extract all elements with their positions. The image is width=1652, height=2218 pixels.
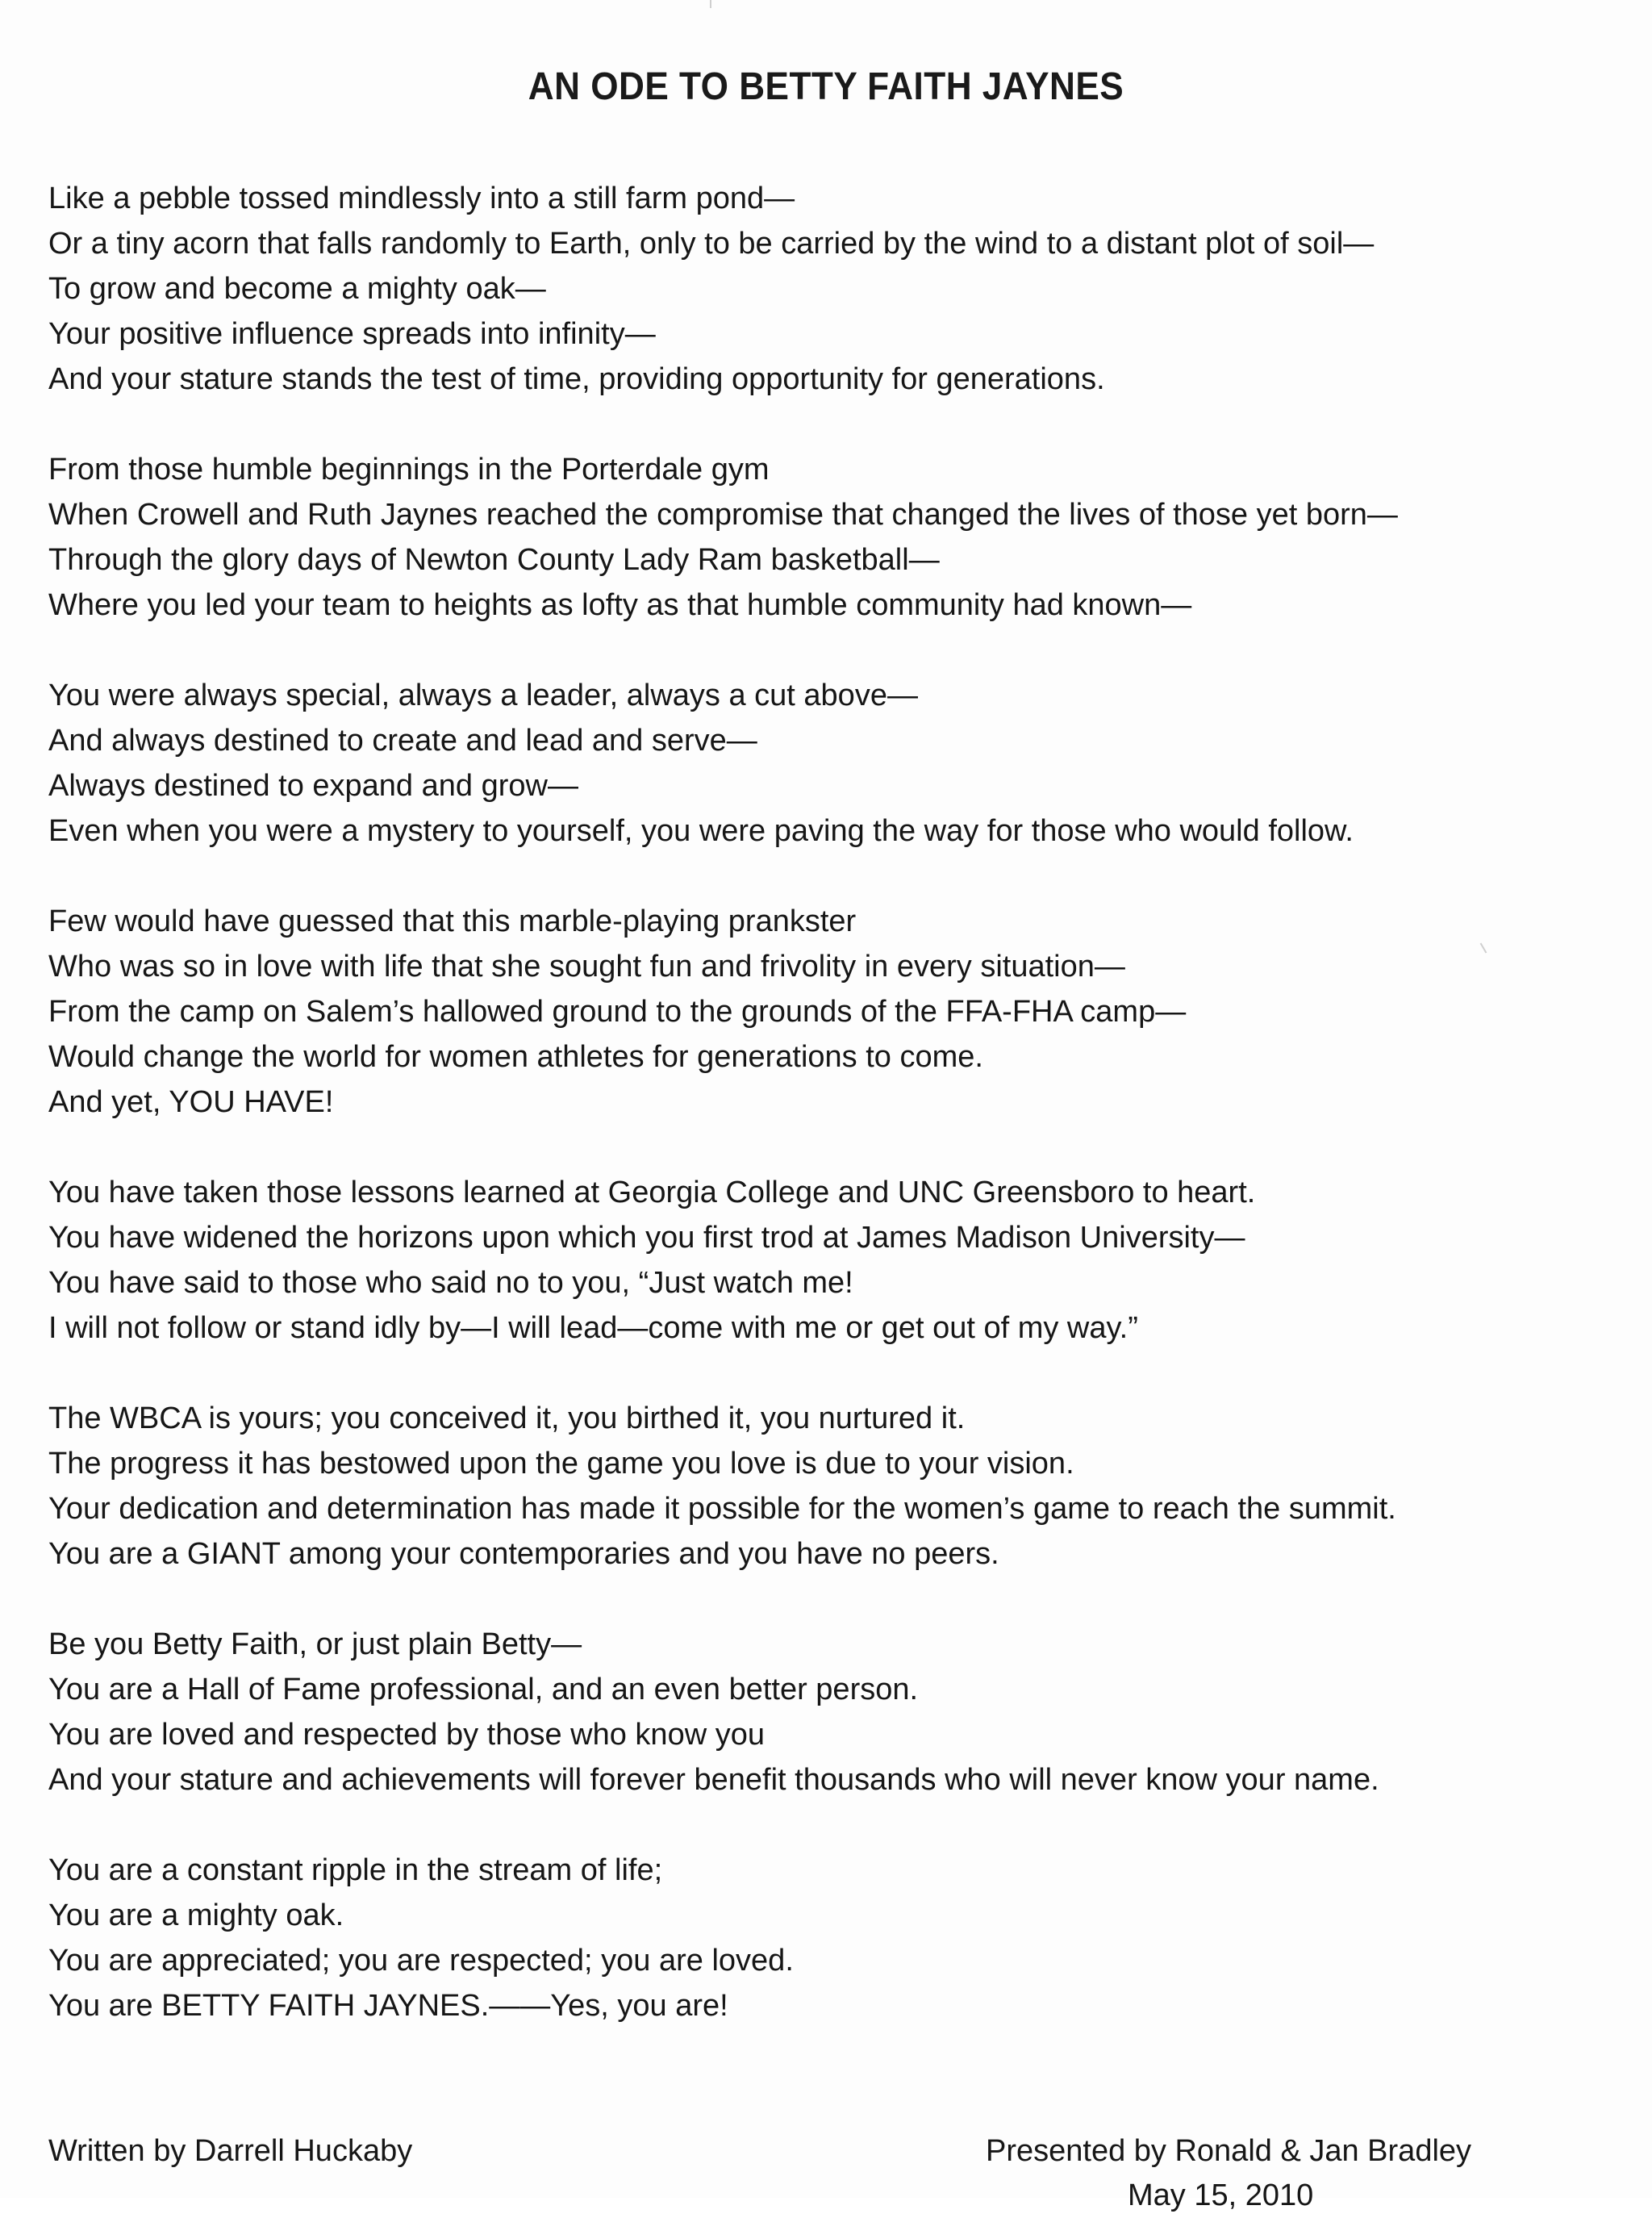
poem-line: You are a mighty oak. — [48, 1898, 344, 1932]
poem-line: You have said to those who said no to you, “Just watch me! — [48, 1266, 853, 1300]
poem-line: You are a constant ripple in the stream of life; — [48, 1853, 663, 1887]
poem-line: You have widened the horizons upon which you first trod at James Madison University— — [48, 1221, 1245, 1255]
poem-line: To grow and become a mighty oak— — [48, 272, 546, 306]
poem-line: Always destined to expand and grow— — [48, 769, 578, 803]
poem-line: And your stature stands the test of time, providing opportunity for generations. — [48, 362, 1105, 396]
poem-line: The progress it has bestowed upon the game you love is due to your vision. — [48, 1447, 1074, 1481]
poem-line: The WBCA is yours; you conceived it, you birthed it, you nurtured it. — [48, 1401, 966, 1435]
poem-line: You are a GIANT among your contemporaries and you have no peers. — [48, 1537, 999, 1571]
poem-line: You are appreciated; you are respected; you are loved. — [48, 1944, 794, 1978]
poem-line: When Crowell and Ruth Jaynes reached the compromise that changed the lives of those yet born— — [48, 498, 1398, 532]
poem-line: Would change the world for women athletes for generations to come. — [48, 1040, 983, 1074]
poem-line: Your positive influence spreads into infinity— — [48, 317, 656, 351]
stanza-5 — [48, 1170, 1629, 1351]
poem-line: Few would have guessed that this marble-playing prankster — [48, 904, 857, 938]
presentation-date: May 15, 2010 — [1128, 2178, 1314, 2212]
poem-line: And always destined to create and lead and serve— — [48, 724, 757, 758]
poem-line: From those humble beginnings in the Porterdale gym — [48, 453, 770, 487]
stanza-1 — [48, 176, 1629, 402]
poem-line: And yet, YOU HAVE! — [48, 1085, 334, 1119]
scan-speck — [710, 0, 711, 8]
stanza-7 — [48, 1622, 1629, 1802]
presenter-credit: Presented by Ronald & Jan Bradley — [986, 2134, 1472, 2168]
poem-line: Where you led your team to heights as lofty as that humble community had known— — [48, 588, 1192, 622]
poem-line: And your stature and achievements will forever benefit thousands who will never know your name. — [48, 1763, 1379, 1797]
poem-line: You are loved and respected by those who know you — [48, 1718, 765, 1752]
poem-line: You have taken those lessons learned at Georgia College and UNC Greensboro to heart. — [48, 1176, 1256, 1209]
poem-line: Like a pebble tossed mindlessly into a still farm pond— — [48, 182, 795, 215]
poem-line: Who was so in love with life that she sought fun and frivolity in every situation— — [48, 950, 1125, 984]
stanza-2 — [48, 447, 1629, 628]
stanza-4 — [48, 899, 1629, 1125]
stanza-8 — [48, 1848, 1629, 2028]
poem-body — [48, 176, 1629, 2074]
poem-line: I will not follow or stand idly by—I will lead—come with me or get out of my way.” — [48, 1311, 1138, 1345]
poem-line: You are a Hall of Fame professional, and an even better person. — [48, 1673, 919, 1706]
poem-line: Be you Betty Faith, or just plain Betty— — [48, 1627, 582, 1661]
poem-line: You were always special, always a leader, always a cut above— — [48, 679, 918, 712]
poem-line: You are BETTY FAITH JAYNES.——Yes, you are! — [48, 1989, 728, 2023]
author-credit: Written by Darrell Huckaby — [48, 2134, 413, 2168]
stanza-6 — [48, 1396, 1629, 1577]
poem-line: Even when you were a mystery to yourself, you were paving the way for those who would follow. — [48, 814, 1354, 848]
stanza-3 — [48, 673, 1629, 854]
poem-line: Through the glory days of Newton County Lady Ram basketball— — [48, 543, 940, 577]
poem-line: Or a tiny acorn that falls randomly to Earth, only to be carried by the wind to a distant plot of soil— — [48, 227, 1375, 261]
poem-line: From the camp on Salem’s hallowed ground to the grounds of the FFA-FHA camp— — [48, 995, 1187, 1029]
page-title: AN ODE TO BETTY FAITH JAYNES — [528, 65, 1124, 108]
poem-line: Your dedication and determination has made it possible for the women’s game to reach the summit. — [48, 1492, 1396, 1526]
